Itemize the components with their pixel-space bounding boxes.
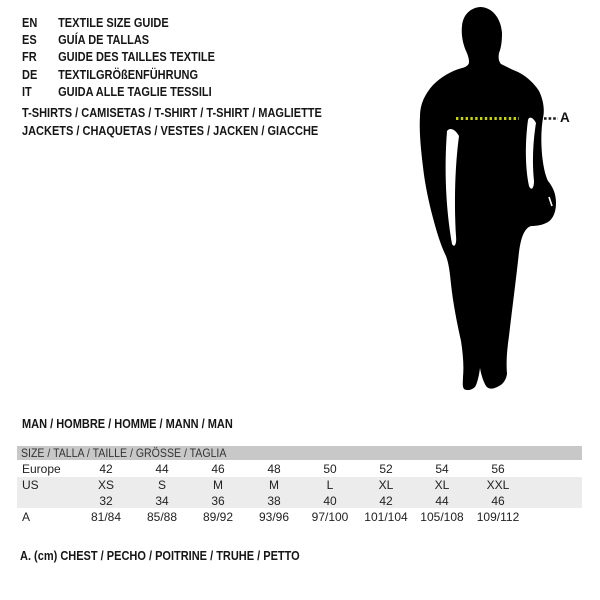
- language-row-de: [22, 67, 215, 84]
- table-cell-spacer: [526, 477, 582, 493]
- man-body-shape: [420, 7, 556, 390]
- table-cell: 44: [134, 460, 190, 477]
- table-cell-spacer: [526, 460, 582, 477]
- table-cell: XS: [78, 477, 134, 493]
- language-code: IT: [22, 84, 32, 99]
- language-row-it: [22, 84, 215, 101]
- category-line-tshirts: T-SHIRTS / CAMISETAS / T-SHIRT / T-SHIRT / MAGLIETTE: [22, 106, 322, 120]
- table-cell: 93/96: [246, 508, 302, 525]
- table-cell: 32: [78, 493, 134, 508]
- size-table-header-text: SIZE / TALLA / TAILLE / GRÖSSE / TAGLIA: [21, 446, 227, 460]
- table-cell: 38: [246, 493, 302, 508]
- section-title-man: MAN / HOMBRE / HOMME / MANN / MAN: [22, 417, 233, 431]
- language-code: ES: [22, 33, 37, 48]
- language-label: GUIDA ALLE TAGLIE TESSILI: [58, 84, 212, 99]
- size-table-header-row: [17, 446, 582, 460]
- table-cell: M: [246, 477, 302, 493]
- row-label: Europe: [17, 460, 78, 477]
- row-label: [17, 493, 78, 508]
- size-table-header-cell: [17, 446, 582, 460]
- table-row-numeric: [17, 493, 582, 508]
- table-row-chest-cm: [17, 508, 582, 525]
- language-guide-list: [22, 15, 215, 101]
- table-row-us: [17, 477, 582, 493]
- table-cell: 50: [302, 460, 358, 477]
- language-label: GUIDE DES TAILLES TEXTILE: [58, 50, 215, 65]
- table-cell: 85/88: [134, 508, 190, 525]
- category-line-jackets: JACKETS / CHAQUETAS / VESTES / JACKEN / GIACCHE: [22, 124, 319, 138]
- table-cell: 81/84: [78, 508, 134, 525]
- language-row-fr: [22, 49, 215, 66]
- table-cell: 36: [190, 493, 246, 508]
- table-row-europe: [17, 460, 582, 477]
- measurement-footnote: A. (cm) CHEST / PECHO / POITRINE / TRUHE / PETTO: [20, 549, 300, 563]
- table-cell: M: [190, 477, 246, 493]
- language-label: GUÍA DE TALLAS: [58, 33, 150, 48]
- language-row-en: [22, 15, 215, 32]
- table-cell: 46: [190, 460, 246, 477]
- row-label: A: [17, 508, 78, 525]
- table-cell: 52: [358, 460, 414, 477]
- language-code: EN: [22, 16, 38, 30]
- table-cell: 101/104: [358, 508, 414, 525]
- table-cell: XL: [358, 477, 414, 493]
- table-cell: 42: [358, 493, 414, 508]
- language-label: TEXTILGRÖßENFÜHRUNG: [58, 67, 199, 82]
- table-cell: 40: [302, 493, 358, 508]
- table-cell: XXL: [470, 477, 526, 493]
- language-label: TEXTILE SIZE GUIDE: [58, 16, 169, 30]
- measure-label-a: A: [560, 110, 570, 125]
- table-cell: 48: [246, 460, 302, 477]
- man-silhouette-icon: [388, 0, 588, 410]
- table-cell: 56: [470, 460, 526, 477]
- table-cell-spacer: [526, 493, 582, 508]
- row-label: US: [17, 477, 78, 493]
- table-cell: 97/100: [302, 508, 358, 525]
- table-cell-spacer: [526, 508, 582, 525]
- language-code: DE: [22, 67, 38, 82]
- table-cell: 34: [134, 493, 190, 508]
- table-cell: 89/92: [190, 508, 246, 525]
- table-cell: XL: [414, 477, 470, 493]
- table-cell: 46: [470, 493, 526, 508]
- size-table: [17, 446, 582, 525]
- table-cell: 109/112: [470, 508, 526, 525]
- table-cell: 54: [414, 460, 470, 477]
- language-code: FR: [22, 50, 37, 65]
- table-cell: 105/108: [414, 508, 470, 525]
- table-cell: 44: [414, 493, 470, 508]
- language-row-es: [22, 32, 215, 49]
- table-cell: 42: [78, 460, 134, 477]
- table-cell: L: [302, 477, 358, 493]
- table-cell: S: [134, 477, 190, 493]
